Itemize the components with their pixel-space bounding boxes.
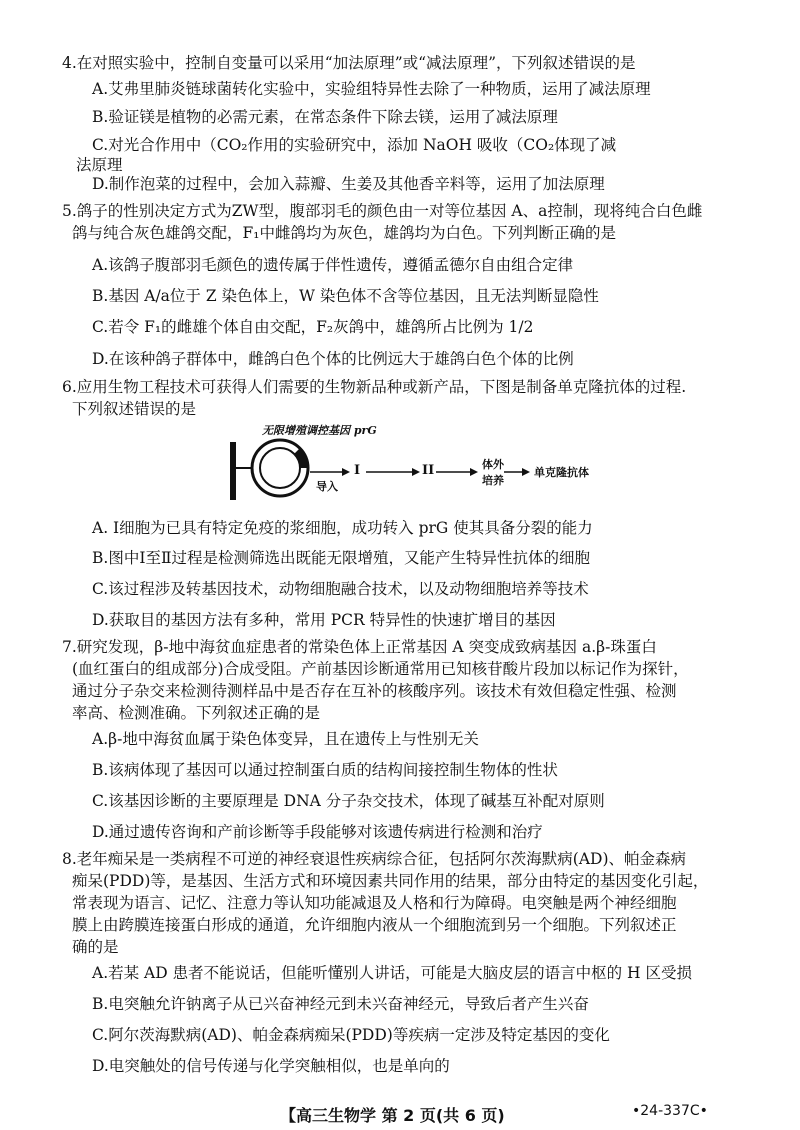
question-8-stem-line4: 膜上由跨膜连接蛋白形成的通道，允许细胞内液从一个细胞流到另一个细胞。下列叙述正	[72, 916, 677, 934]
monoclonal-antibody-diagram	[222, 420, 589, 510]
question-7-option-a: A.β-地中海贫血属于染色体变异，且在遗传上与性别无关	[92, 730, 479, 748]
question-5-option-a: A.该鸽子腹部羽毛颜色的遗传属于伴性遗传，遵循孟德尔自由组合定律	[92, 256, 574, 274]
diagram-vertical-bar	[230, 442, 236, 500]
question-7-option-c: C.该基因诊断的主要原理是 DNA 分子杂交技术，体现了碱基互补配对原则	[92, 792, 605, 810]
diagram-culture-line2: 培养	[482, 474, 504, 487]
question-4-option-d: D.制作泡菜的过程中，会加入蒜瓣、生姜及其他香辛料等，运用了加法原理	[92, 175, 605, 193]
question-7-stem-line2: (血红蛋白的组成部分)合成受阻。产前基因诊断通常用已知核苷酸片段加以标记作为探针，	[72, 660, 689, 678]
question-4-option-a: A.艾弗里肺炎链球菌转化实验中，实验组特异性去除了一种物质，运用了减法原理	[92, 80, 651, 98]
diagram-cell-1: I	[354, 463, 361, 478]
question-7-stem-line3: 通过分子杂交来检测待测样品中是否存在互补的核酸序列。该技术有效但稳定性强、检测	[72, 682, 677, 700]
question-4-option-b: B.验证镁是植物的必需元素，在常态条件下除去镁，运用了减法原理	[92, 108, 558, 126]
question-5-option-c: C.若令 F₁的雌雄个体自由交配，F₂灰鸽中，雄鸽所占比例为 1/2	[92, 318, 534, 336]
question-8-option-b: B.电突触允许钠离子从已兴奋神经元到未兴奋神经元，导致后者产生兴奋	[92, 995, 589, 1013]
question-8-option-d: D.电突触处的信号传递与化学突触相似，也是单向的	[92, 1057, 450, 1075]
question-6-option-d: D.获取目的基因方法有多种，常用 PCR 特异性的快速扩增目的基因	[92, 611, 556, 629]
arrow-culture-to-product-head	[522, 468, 530, 476]
diagram-gene-label: 无限增殖调控基因 prG	[262, 424, 377, 437]
question-5-stem-line1: 5.鸽子的性别决定方式为ZW型，腹部羽毛的颜色由一对等位基因 A、a控制，现将纯合白色雌	[62, 202, 703, 220]
question-7-stem-line1: 7.研究发现，β-地中海贫血症患者的常染色体上正常基因 A 突变成致病基因 a.β-珠蛋白	[62, 638, 657, 656]
arrow-cell1-to-cell2-head	[412, 468, 420, 476]
question-8-stem-line5: 确的是	[72, 938, 119, 956]
diagram-cell-2: II	[422, 463, 435, 478]
question-6-stem-line1: 6.应用生物工程技术可获得人们需要的生物新品种或新产品，下图是制备单克隆抗体的过程.	[62, 378, 687, 396]
question-8-stem-line3: 常表现为语言、记忆、注意力等认知功能减退及人格和行为障碍。电突触是两个神经细胞	[72, 894, 677, 912]
arrow-cell2-to-culture-head	[470, 468, 478, 476]
question-7-option-b: B.该病体现了基因可以通过控制蛋白质的结构间接控制生物体的性状	[92, 761, 558, 779]
question-5-option-d: D.在该种鸽子群体中，雌鸽白色个体的比例远大于雄鸽白色个体的比例	[92, 350, 574, 368]
diagram-culture-line1: 体外	[482, 458, 504, 471]
plasmid-gene-segment	[294, 448, 308, 468]
question-4-option-c-cont: 法原理	[76, 156, 123, 174]
question-4-option-c: C.对光合作用中（CO₂作用的实验研究中，添加 NaOH 吸收（CO₂体现了减	[92, 136, 617, 154]
diagram-product-label: 单克隆抗体	[534, 466, 589, 479]
question-6-option-b: B.图中Ⅰ至Ⅱ过程是检测筛选出既能无限增殖，又能产生特异性抗体的细胞	[92, 549, 590, 567]
question-5-stem-line2: 鸽与纯合灰色雄鸽交配，F₁中雌鸽均为灰色，雄鸽均为白色。下列判断正确的是	[72, 224, 616, 242]
question-4-stem: 4.在对照实验中，控制自变量可以采用“加法原理”或“减法原理”，下列叙述错误的是	[62, 54, 636, 72]
question-8-stem-line2: 痴呆(PDD)等，是基因、生活方式和环境因素共同作用的结果，部分由特定的基因变化引起，	[72, 872, 709, 890]
diagram-import-label: 导入	[316, 480, 338, 493]
footer-title: 【高三生物学 第 2 页(共 6 页)	[280, 1106, 505, 1125]
question-8-stem-line1: 8.老年痴呆是一类病程不可逆的神经衰退性疾病综合征，包括阿尔茨海默病(AD)、帕金森病	[62, 850, 687, 868]
question-6-stem-line2: 下列叙述错误的是	[72, 400, 197, 418]
arrow-import-head	[342, 468, 350, 476]
question-5-option-b: B.基因 A/a位于 Z 染色体上，W 染色体不含等位基因，且无法判断显隐性	[92, 287, 599, 305]
question-7-option-d: D.通过遗传咨询和产前诊断等手段能够对该遗传病进行检测和治疗	[92, 823, 543, 841]
question-7-stem-line4: 率高、检测准确。下列叙述正确的是	[72, 704, 321, 722]
footer-code: •24-337C•	[632, 1103, 708, 1119]
question-8-option-a: A.若某 AD 患者不能说话，但能听懂别人讲话，可能是大脑皮层的语言中枢的 H 区受损	[92, 964, 692, 982]
question-6-option-c: C.该过程涉及转基因技术，动物细胞融合技术，以及动物细胞培养等技术	[92, 580, 589, 598]
question-8-option-c: C.阿尔茨海默病(AD)、帕金森病痴呆(PDD)等疾病一定涉及特定基因的变化	[92, 1026, 610, 1044]
question-6-option-a: A. I细胞为已具有特定免疫的浆细胞，成功转入 prG 使其具备分裂的能力	[92, 519, 593, 537]
page-footer	[0, 1103, 800, 1127]
